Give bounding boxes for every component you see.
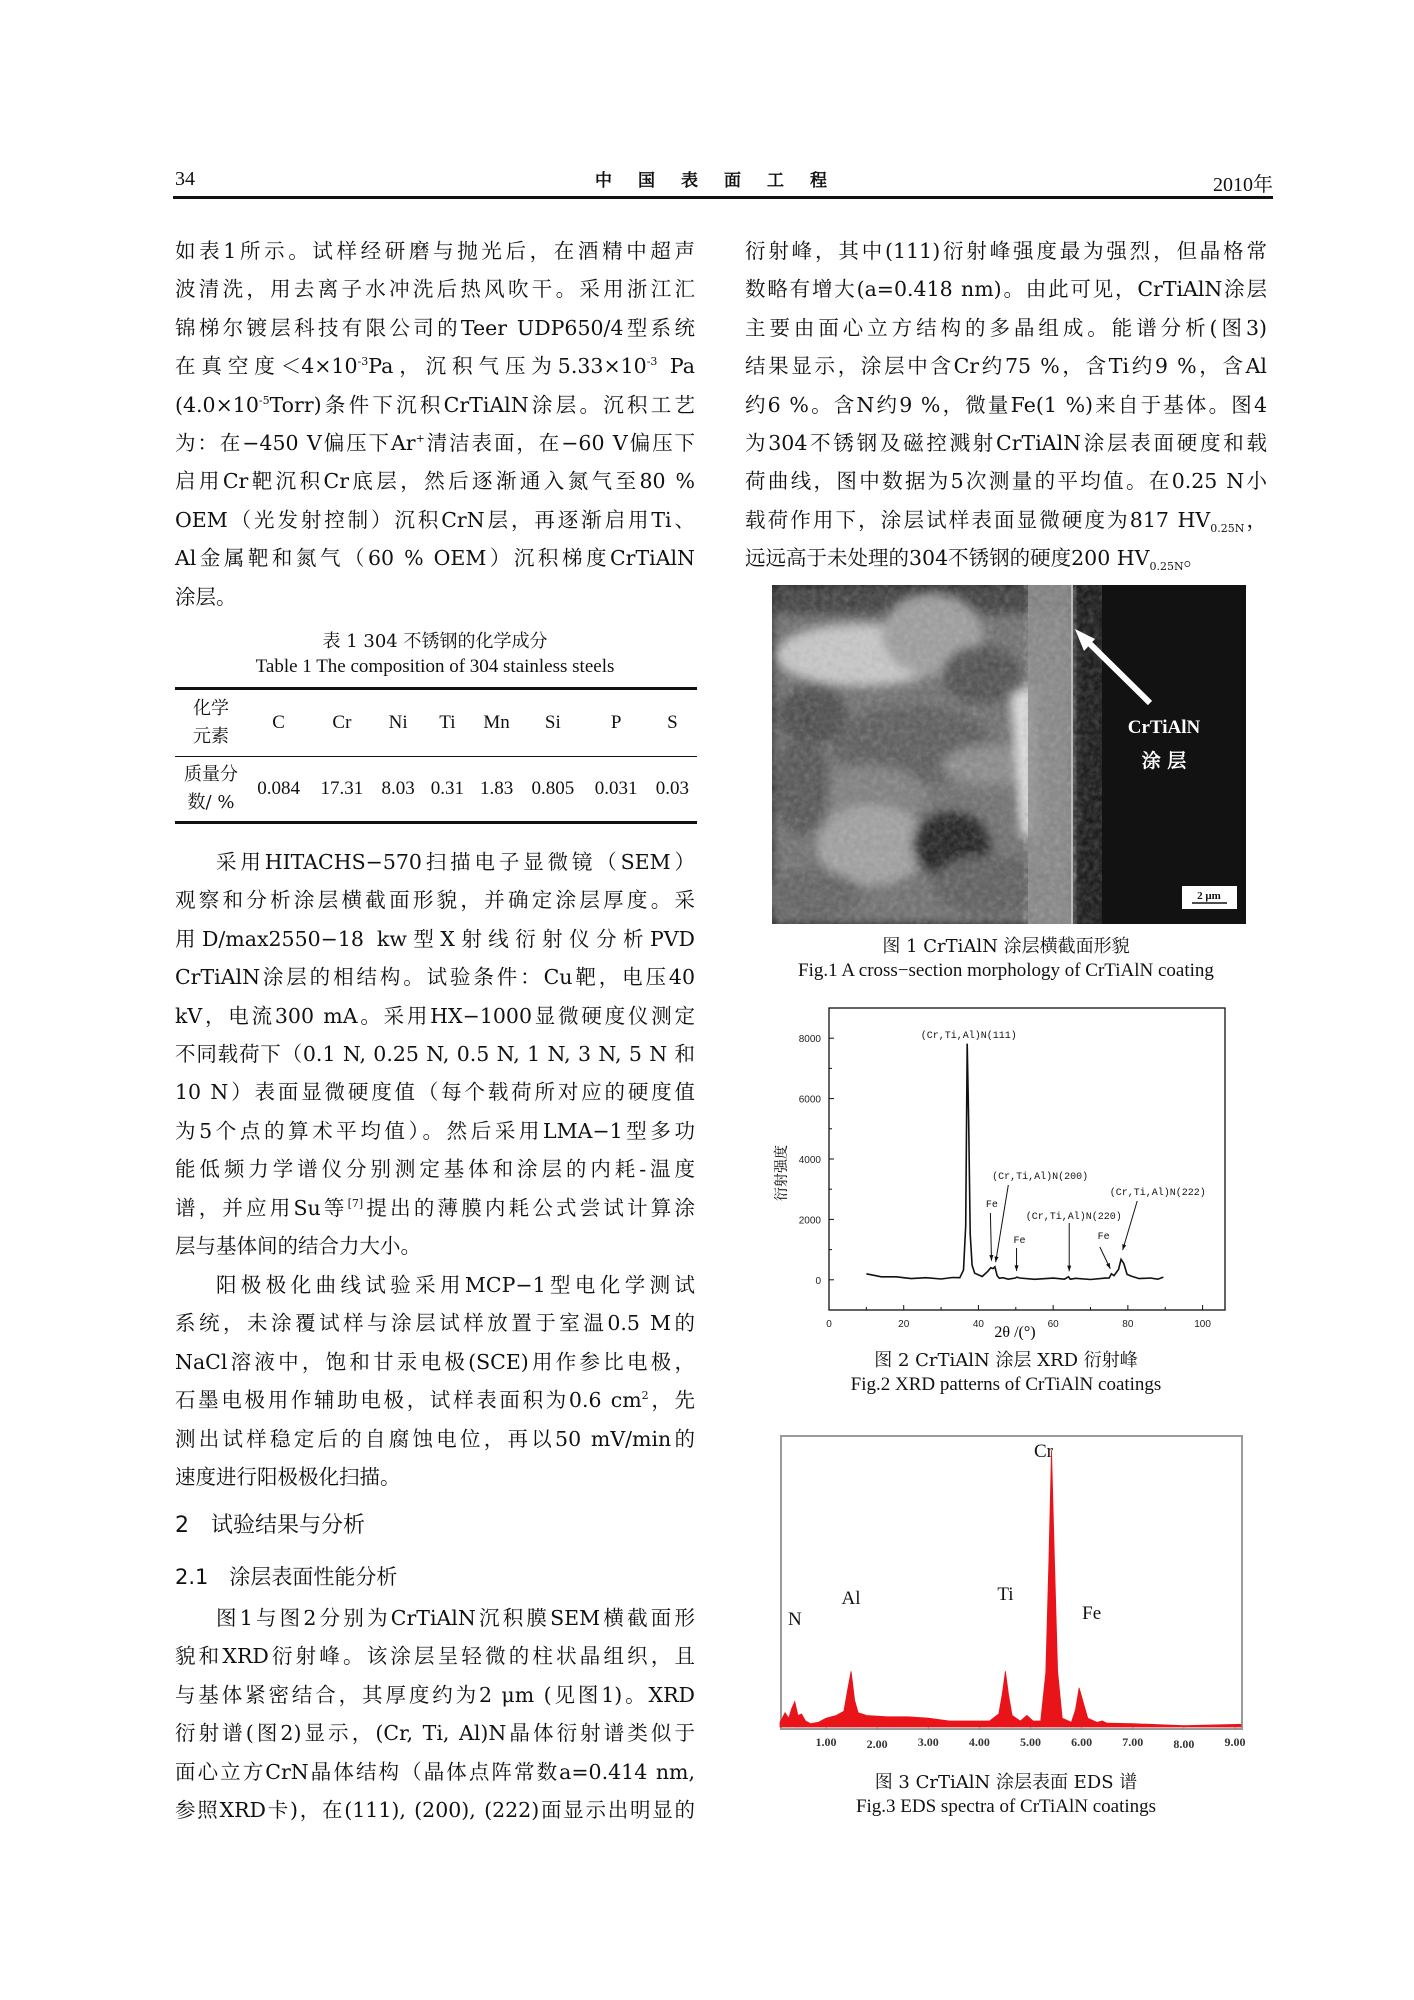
- text-line: 为5个点的算术平均值）。然后采用LMA−1型多功: [175, 1118, 695, 1143]
- xrd-x-tick-label: 20: [898, 1319, 910, 1330]
- xrd-peak-label: Fe: [985, 1200, 998, 1211]
- text-line: 数略有增大(a=0.418 nm)。由此可见，CrTiAlN涂层: [745, 277, 1267, 302]
- text-line: 10 N）表面显微硬度值（每个载荷所对应的硬度值: [175, 1080, 695, 1105]
- row-header: 化学 元素: [175, 689, 247, 757]
- figure-1-caption-zh: 图 1 CrTiAlN 涂层横截面形貌: [882, 936, 1130, 957]
- value-cell: 1.83: [472, 757, 521, 823]
- xrd-peak-label: (Cr,Ti,Al)N(111): [920, 1031, 1017, 1042]
- text-line: 系统，未涂覆试样与涂层试样放置于室温0.5 M的: [175, 1311, 695, 1336]
- text-line: 观察和分析涂层横截面形貌，并确定涂层厚度。采: [175, 888, 695, 913]
- figure-2-caption-en: Fig.2 XRD patterns of CrTiAlN coatings: [850, 1374, 1162, 1395]
- arrowhead-icon: [1014, 1265, 1018, 1271]
- figure-2-caption-zh: 图 2 CrTiAlN 涂层 XRD 衍射峰: [874, 1350, 1138, 1371]
- eds-chart: [775, 1425, 1255, 1755]
- value-cell: 8.03: [374, 757, 423, 823]
- eds-x-tick-label: 4.00: [968, 1735, 990, 1749]
- arrowhead-icon: [1067, 1266, 1071, 1272]
- composition-table: [175, 687, 697, 824]
- figure-3-caption-en: Fig.3 EDS spectra of CrTiAlN coatings: [855, 1796, 1157, 1817]
- table-caption-en: Table 1 The composition of 304 stainless steels: [255, 656, 615, 677]
- table-caption-zh: 表 1 304 不锈钢的化学成分: [322, 631, 548, 652]
- value-cell: 0.031: [585, 757, 648, 823]
- xrd-annotation-arrow: [1123, 1201, 1138, 1250]
- xrd-plot-frame: [829, 1008, 1225, 1310]
- text-line: 在真空度$<4\times 10^{-3}Pa$，沉积气压为$5.33\times 10^{-3}$ Pa: [175, 354, 695, 379]
- xrd-y-tick-label: 0: [815, 1275, 821, 1287]
- xrd-annotation-arrow: [996, 1185, 1009, 1262]
- xrd-y-axis-label: 衍射强度: [774, 1145, 790, 1201]
- text-line: 启用Cr靶沉积Cr底层，然后逐渐通入氮气至80 %: [175, 469, 695, 494]
- table-row: [175, 757, 697, 823]
- eds-peak-label: Ti: [997, 1584, 1014, 1605]
- text-line: 锦梯尔镀层科技有限公司的Teer UDP650/4型系统: [175, 315, 695, 340]
- value-cell: 0.084: [247, 757, 310, 823]
- xrd-annotation-arrow: [990, 1213, 991, 1261]
- citation[interactable]: [7]: [347, 1196, 364, 1210]
- left-paragraph-4: [175, 1599, 695, 1829]
- text-line: 速度进行阳极极化扫描。: [175, 1465, 401, 1490]
- text-line: 图1与图2分别为CrTiAlN沉积膜SEM横截面形: [216, 1606, 695, 1630]
- page-number: 34: [175, 168, 195, 190]
- element-cell: Ni: [374, 689, 423, 757]
- text-line: 波清洗，用去离子水冲洗后热风吹干。采用浙江汇: [175, 277, 695, 302]
- eds-x-tick-label: 9.00: [1224, 1735, 1246, 1749]
- xrd-y-tick-label: 4000: [798, 1155, 821, 1166]
- element-cell: Ti: [423, 689, 472, 757]
- text-line: 面心立方CrN晶体结构（晶体点阵常数a=0.414 nm,: [175, 1759, 695, 1784]
- left-paragraph-2: [175, 843, 695, 1265]
- eds-x-tick-label: 5.00: [1020, 1735, 1041, 1749]
- text-line: 参照XRD卡)，在(111), (200), (222)面显示出明显的: [175, 1798, 695, 1823]
- sem-cross-section-image: [772, 585, 1246, 924]
- text-line: 用D/max2550−18 kw型X射线衍射仪分析PVD: [175, 926, 695, 951]
- xrd-peak-label: (Cr,Ti,Al)N(220): [1025, 1212, 1122, 1223]
- element-cell: C: [247, 689, 310, 757]
- text-line: 荷曲线，图中数据为5次测量的平均值。在0.25 N小: [745, 469, 1267, 494]
- text-line: 为：在−450 V偏压下Ar+清洁表面，在−60 V偏压下: [175, 431, 695, 456]
- journal-year: 2010年: [1213, 174, 1273, 196]
- text-line: 层与基体间的结合力大小。: [175, 1234, 421, 1259]
- text-line: 衍射峰，其中(111)衍射峰强度最为强烈，但晶格常: [745, 239, 1267, 263]
- figure-1-caption-en: Fig.1 A cross−section morphology of CrTiAlN coating: [798, 960, 1214, 981]
- element-cell: S: [648, 689, 697, 757]
- text-line: 为304不锈钢及磁控溅射CrTiAlN涂层表面硬度和载: [745, 431, 1267, 456]
- row-header: 质量分 数/ %: [175, 757, 247, 823]
- text-line: NaCl溶液中，饱和甘汞电极(SCE)用作参比电极，: [175, 1349, 695, 1374]
- eds-x-tick-label: 8.00: [1173, 1737, 1195, 1751]
- value-cell: 0.805: [521, 757, 584, 823]
- sem-image-drawing: [772, 585, 1246, 924]
- element-cell: Si: [521, 689, 584, 757]
- xrd-x-tick-label: 60: [1047, 1319, 1059, 1330]
- eds-x-tick-label: 2.00: [866, 1737, 888, 1751]
- eds-x-tick-label: 6.00: [1071, 1735, 1093, 1749]
- table-header-row: [175, 689, 697, 757]
- element-cell: Cr: [310, 689, 373, 757]
- value-cell: 0.31: [423, 757, 472, 823]
- eds-peak-label: Fe: [1082, 1603, 1102, 1624]
- text-line: kV，电流300 mA。采用HX−1000显微硬度仪测定: [175, 1003, 695, 1028]
- xrd-x-axis-label: 2θ /(°): [994, 1324, 1036, 1340]
- text-line: 谱，并应用Su等[7]提出的薄膜内耗公式尝试计算涂: [175, 1195, 696, 1220]
- text-line: 远远高于未处理的304不锈钢的硬度200 $HV_{0.25N}$。: [745, 546, 1205, 574]
- arrowhead-icon: [1122, 1244, 1126, 1250]
- eds-peak-label: Cr: [1033, 1441, 1053, 1462]
- text-line: 采用HITACHS−570扫描电子显微镜（SEM）: [216, 850, 695, 874]
- xrd-peak-label: Fe: [1097, 1232, 1110, 1243]
- left-paragraph-1: [175, 232, 695, 616]
- eds-peak-label: Al: [841, 1588, 861, 1609]
- text-line: 如表1所示。试样经研磨与抛光后，在酒精中超声: [175, 239, 695, 263]
- text-line: 测出试样稳定后的自腐蚀电位，再以50 mV/min的: [175, 1426, 695, 1451]
- text-line: OEM（光发射控制）沉积CrN层，再逐渐启用Ti、: [175, 507, 695, 532]
- text-line: 载荷作用下，涂层试样表面显微硬度为817 $HV_{0.25N}$，: [745, 507, 1268, 535]
- arrowhead-icon: [989, 1255, 993, 1261]
- arrowhead-icon: [995, 1256, 999, 1262]
- element-cell: P: [585, 689, 648, 757]
- text-line: 不同载荷下（0.1 N, 0.25 N, 0.5 N, 1 N, 3 N, 5 N 和: [175, 1042, 695, 1067]
- text-line: 貌和XRD衍射峰。该涂层呈轻微的柱状晶组织，且: [175, 1644, 695, 1669]
- running-head: [175, 166, 1273, 194]
- header-rule: [173, 196, 1273, 199]
- eds-x-tick-label: 3.00: [917, 1735, 939, 1749]
- value-cell: 17.31: [310, 757, 373, 823]
- xrd-peak-label: Fe: [1013, 1236, 1026, 1247]
- text-line: CrTiAlN涂层的相结构。试验条件：Cu靶，电压40: [175, 965, 695, 990]
- xrd-y-tick-label: 8000: [798, 1034, 821, 1046]
- left-paragraph-3: [175, 1266, 695, 1496]
- coating-label: CrTiAlN: [1127, 717, 1201, 738]
- text-line: $(4.0\times 10^{-5}Torr)$条件下沉积CrTiAlN涂层。沉积工艺: [175, 392, 695, 417]
- xrd-x-tick-label: 0: [826, 1319, 832, 1330]
- xrd-y-tick-label: 6000: [798, 1094, 821, 1106]
- text-line: 主要由面心立方结构的多晶组成。能谱分析(图3): [745, 315, 1267, 340]
- text-line: 涂层。: [175, 584, 237, 609]
- text-line: 能低频力学谱仪分别测定基体和涂层的内耗-温度: [175, 1157, 695, 1182]
- subsection-heading: 2.1 涂层表面性能分析: [175, 1565, 398, 1589]
- text-line: 结果显示，涂层中含Cr约75 %，含Ti约9 %，含Al: [745, 354, 1267, 379]
- figure-3-caption-zh: 图 3 CrTiAlN 涂层表面 EDS 谱: [874, 1772, 1138, 1793]
- arrowhead-icon: [1106, 1263, 1110, 1269]
- eds-x-tick-label: 7.00: [1122, 1735, 1144, 1749]
- xrd-peak-label: (Cr,Ti,Al)N(200): [992, 1172, 1089, 1183]
- sem-texture: [772, 585, 1072, 924]
- journal-title: 中国表面工程: [595, 171, 853, 191]
- eds-x-tick-label: 1.00: [815, 1735, 837, 1749]
- text-line: 与基体紧密结合，其厚度约为2 μm (见图1)。XRD: [175, 1682, 695, 1707]
- text-line: 约6 %。含N约9 %，微量Fe(1 %)来自于基体。图4: [745, 392, 1267, 417]
- scale-bar-label: 2 μm: [1197, 890, 1221, 902]
- text-line: 阳极极化曲线试验采用MCP−1型电化学测试: [216, 1273, 695, 1297]
- xrd-x-tick-label: 100: [1194, 1319, 1211, 1330]
- xrd-x-tick-label: 80: [1122, 1319, 1134, 1330]
- eds-peak-label: N: [787, 1609, 802, 1630]
- xrd-chart: [760, 995, 1240, 1340]
- text-line: 石墨电极用作辅助电极，试样表面积为0.6 $cm^2$，先: [175, 1388, 696, 1413]
- text-line: 衍射谱(图2)显示，(Cr, Ti, Al)N晶体衍射谱类似于: [175, 1721, 695, 1746]
- coating-label-zh: 涂 层: [1141, 750, 1187, 772]
- element-cell: Mn: [472, 689, 521, 757]
- section-heading: 2 试验结果与分析: [175, 1513, 365, 1538]
- xrd-y-tick-label: 2000: [798, 1215, 821, 1227]
- xrd-peak-label: (Cr,Ti,Al)N(222): [1109, 1188, 1206, 1199]
- text-line: Al金属靶和氮气（60 % OEM）沉积梯度CrTiAlN: [175, 546, 695, 571]
- xrd-x-tick-label: 40: [972, 1319, 984, 1330]
- value-cell: 0.03: [648, 757, 697, 823]
- right-paragraph-1: [745, 232, 1267, 578]
